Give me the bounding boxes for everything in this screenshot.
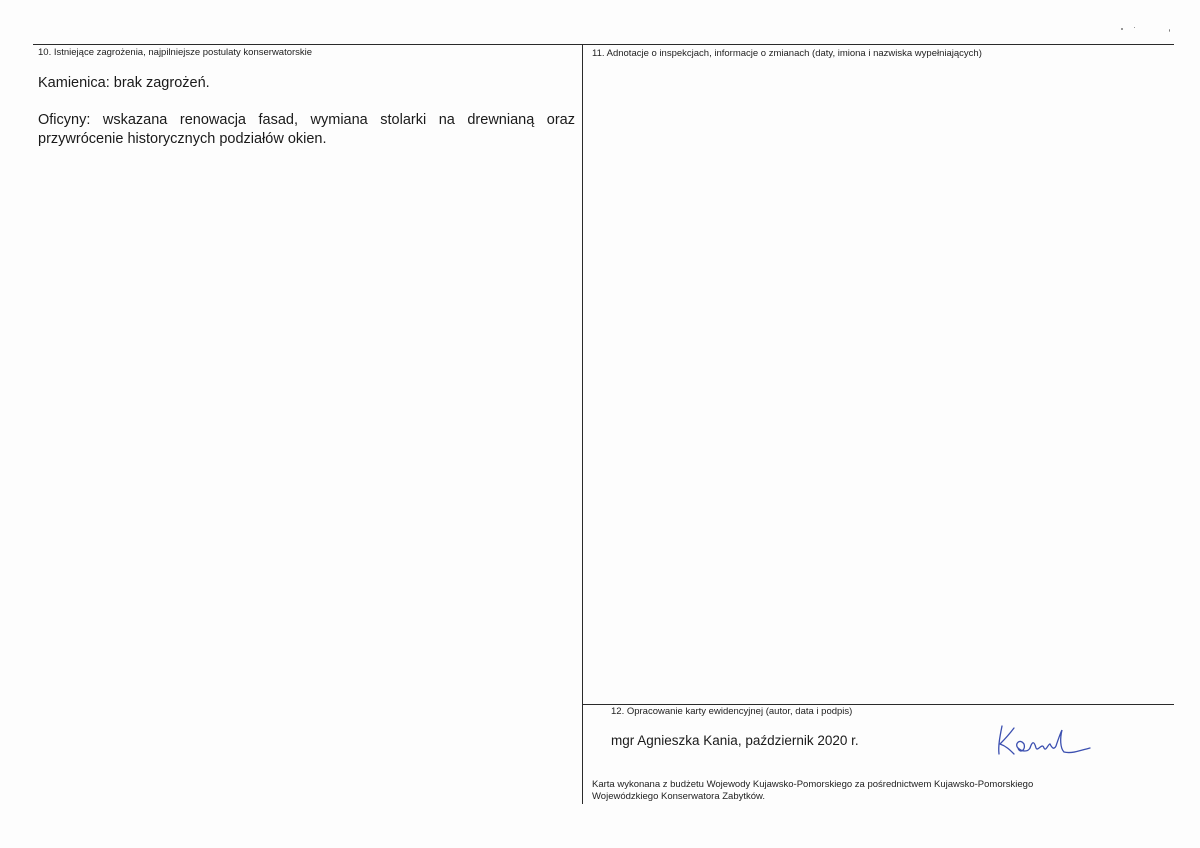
section-10-paragraph-2: Oficyny: wskazana renowacja fasad, wymiana stolarki na drewnianą oraz przywrócenie historycznych podziałów okien. bbox=[38, 112, 575, 147]
scan-speck bbox=[1134, 27, 1135, 28]
section-12-label: 12. Opracowanie karty ewidencyjnej (autor, data i podpis) bbox=[611, 706, 853, 717]
author-line: mgr Agnieszka Kania, październik 2020 r. bbox=[611, 733, 859, 748]
column-divider bbox=[582, 44, 583, 804]
section-11-label: 11. Adnotacje o inspekcjach, informacje o zmianach (daty, imiona i nazwiska wypełniających) bbox=[592, 48, 982, 59]
signature-image bbox=[990, 718, 1100, 760]
section-10-paragraph-1: Kamienica: brak zagrożeń. bbox=[38, 75, 210, 91]
scan-speck bbox=[1121, 28, 1123, 30]
funding-footnote-line-1: Karta wykonana z budżetu Wojewody Kujawsko-Pomorskiego za pośrednictwem Kujawsko-Pomorskiego bbox=[592, 779, 1034, 790]
scan-speck bbox=[1169, 29, 1170, 32]
section-12-rule bbox=[582, 704, 1174, 705]
funding-footnote bbox=[592, 779, 1033, 802]
top-rule bbox=[33, 44, 1174, 45]
funding-footnote-line-2: Wojewódzkiego Konserwatora Zabytków. bbox=[592, 790, 766, 802]
section-10-label: 10. Istniejące zagrożenia, najpilniejsze postulaty konserwatorskie bbox=[38, 47, 313, 58]
